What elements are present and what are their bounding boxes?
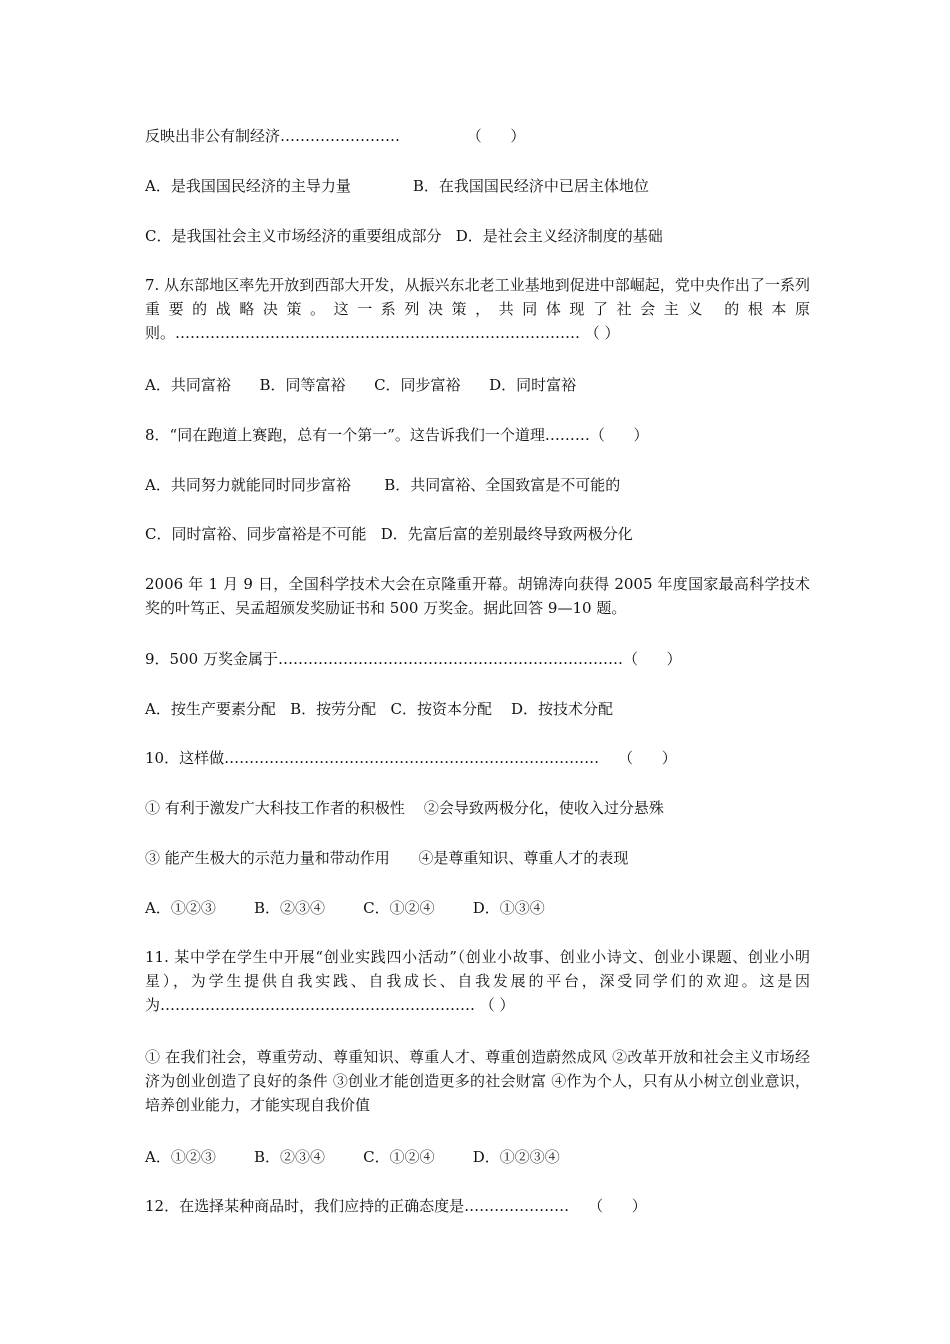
q8-stem: 8．“同在跑道上赛跑，总有一个第一”。这告诉我们一个道理………（ ）	[145, 426, 649, 444]
q7-stem: 7. 从东部地区率先开放到西部大开发，从振兴东北老工业基地到促进中部崛起，党中央作出了一系列重要的战略决策。这一系列决策，共同体现了社会主义 的根本原则。……………………………………………………………………… （ ）	[145, 276, 810, 342]
q7-options: A．共同富裕 B．同等富裕 C．同步富裕 D．同时富裕	[145, 376, 577, 394]
q6-options-ab: A．是我国国民经济的主导力量 B．在我国国民经济中已居主体地位	[145, 177, 649, 195]
q9-options: A．按生产要素分配 B．按劳分配 C．按资本分配 D．按技术分配	[145, 700, 614, 718]
q11-statements: ① 在我们社会，尊重劳动、尊重知识、尊重人才、尊重创造蔚然成风 ②改革开放和社会主义市场经济为创业创造了良好的条件 ③创业才能创造更多的社会财富 ④作为个人，只有从小树立创业意识，培养创业能力，才能实现自我价值	[145, 1048, 810, 1114]
q10-stem: 10．这样做………………………………………………………………… （ ）	[145, 749, 677, 767]
q8-options-cd: C．同时富裕、同步富裕是不可能 D．先富后富的差别最终导致两极分化	[145, 525, 633, 543]
q12-stem: 12．在选择某种商品时，我们应持的正确态度是………………… （ ）	[145, 1197, 647, 1215]
q9-stem: 9．500 万奖金属于……………………………………………………………（ ）	[145, 650, 682, 668]
q9-10-intro: 2006 年 1 月 9 日，全国科学技术大会在京隆重开幕。胡锦涛向获得 2005 年度国家最高科学技术奖的叶笃正、吴孟超颁发奖励证书和 500 万奖金。据此回答 9—10 题。	[145, 575, 810, 617]
q6-stem-line: 反映出非公有制经济…………………… （ ）	[145, 127, 526, 145]
q11-stem: 11. 某中学在学生中开展“创业实践四小活动”（创业小故事、创业小诗文、创业小课题、创业小明星），为学生提供自我实践、自我成长、自我发展的平台，深受同学们的欢迎。这是因为……………………………………………………… （ ）	[145, 948, 810, 1014]
q10-statements-34: ③ 能产生极大的示范力量和带动作用 ④是尊重知识、尊重人才的表现	[145, 849, 629, 867]
q6-options-cd: C．是我国社会主义市场经济的重要组成部分 D．是社会主义经济制度的基础	[145, 227, 663, 245]
q11-options: A．①②③ B．②③④ C．①②④ D．①②③④	[145, 1148, 560, 1166]
q10-options: A．①②③ B．②③④ C．①②④ D．①③④	[145, 899, 545, 917]
q8-options-ab: A．共同努力就能同时同步富裕 B．共同富裕、全国致富是不可能的	[145, 476, 621, 494]
q10-statements-12: ① 有利于激发广大科技工作者的积极性 ②会导致两极分化，使收入过分悬殊	[145, 799, 664, 817]
